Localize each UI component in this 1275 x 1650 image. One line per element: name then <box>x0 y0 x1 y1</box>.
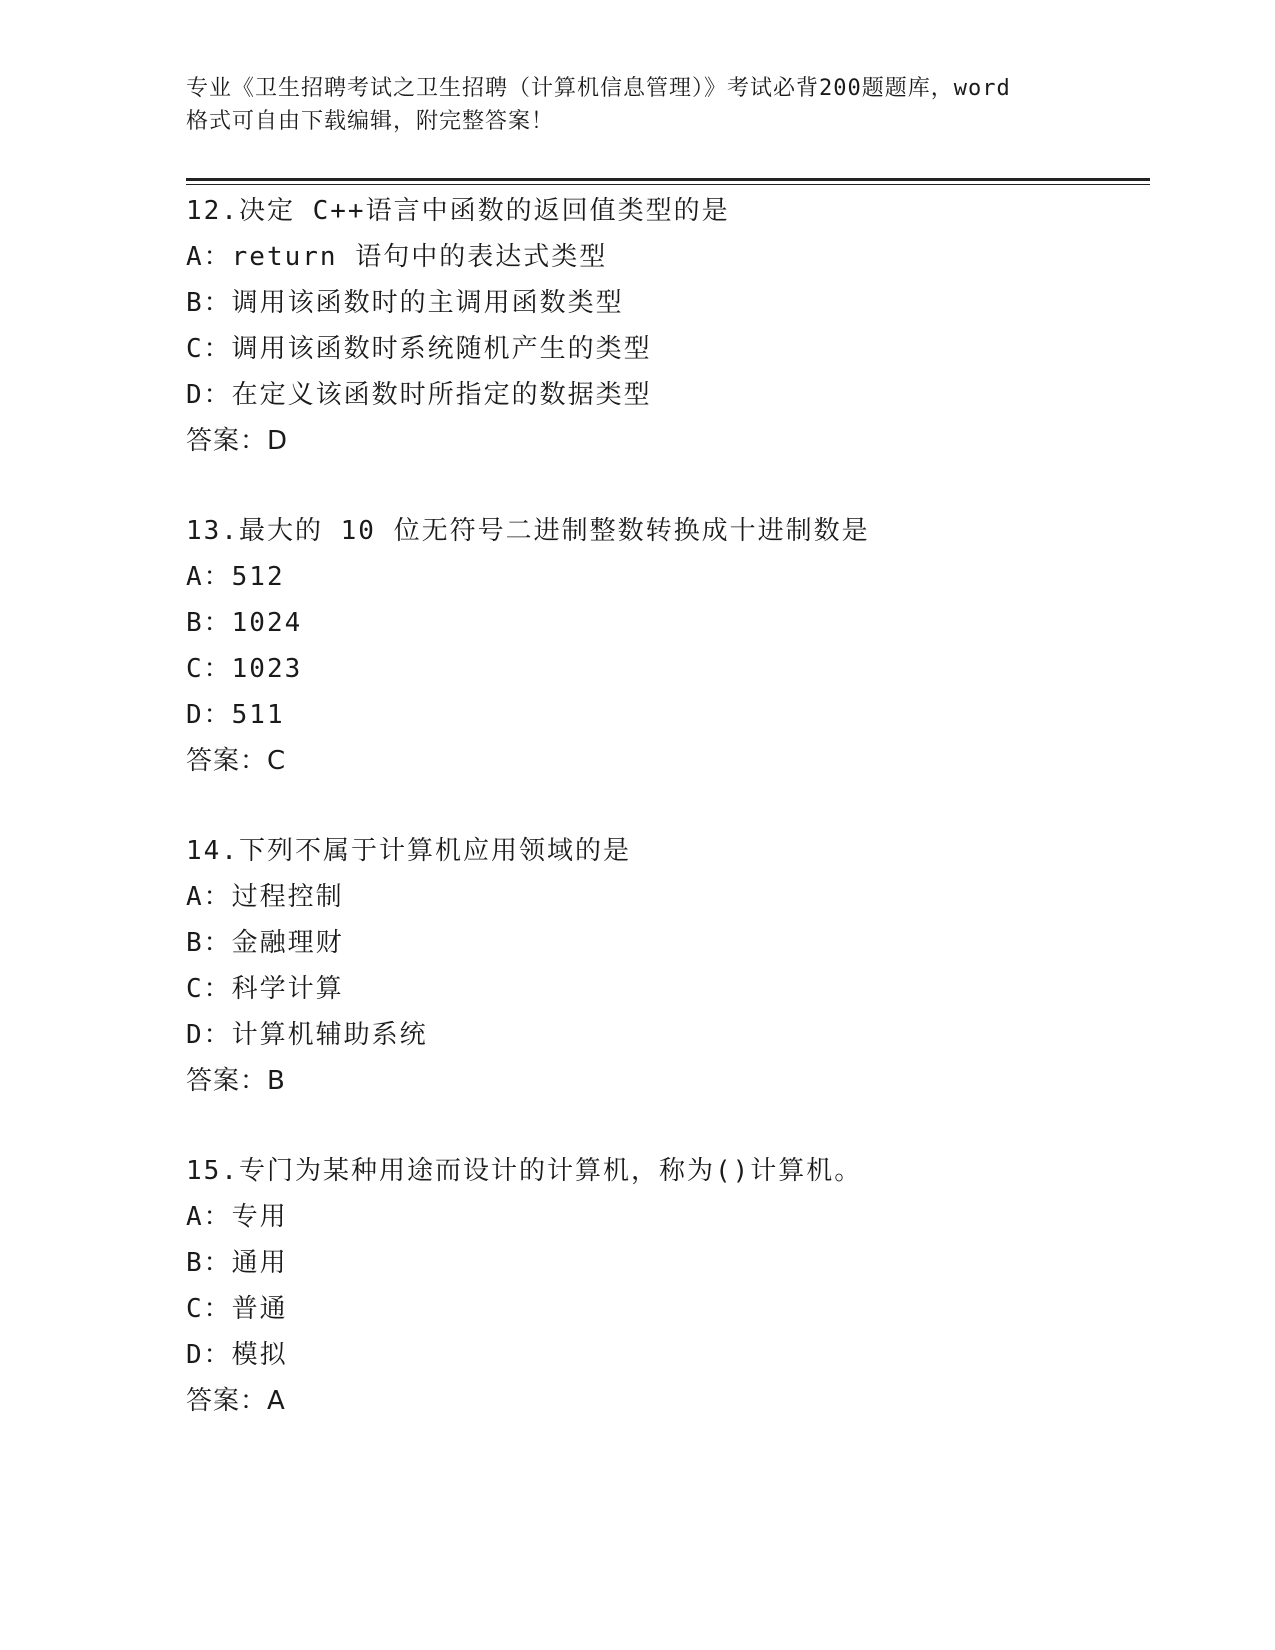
question-13 <box>186 508 1150 784</box>
answer-label: 答案：B <box>186 1066 286 1096</box>
question-gap <box>186 784 1150 828</box>
option-a: A：return 语句中的表达式类型 <box>186 242 608 272</box>
question-list <box>186 188 1150 1424</box>
header-rule-thick <box>186 178 1150 181</box>
document-header <box>186 72 1086 138</box>
header-line-1: 专业《卫生招聘考试之卫生招聘（计算机信息管理）》考试必背200题题库，word <box>186 76 1011 101</box>
answer-label: 答案：A <box>186 1386 286 1416</box>
answer-label: 答案：C <box>186 746 287 776</box>
option-a: A：512 <box>186 562 285 592</box>
option-c: C：调用该函数时系统随机产生的类型 <box>186 334 652 364</box>
question-15 <box>186 1148 1150 1424</box>
option-d: D：计算机辅助系统 <box>186 1020 428 1050</box>
option-b: B：1024 <box>186 608 303 638</box>
option-b: B：通用 <box>186 1248 288 1278</box>
question-stem: 13.最大的 10 位无符号二进制整数转换成十进制数是 <box>186 516 870 546</box>
question-stem: 14.下列不属于计算机应用领域的是 <box>186 836 631 866</box>
question-stem: 15.专门为某种用途而设计的计算机，称为()计算机。 <box>186 1156 863 1186</box>
option-a: A：专用 <box>186 1202 288 1232</box>
option-b: B：调用该函数时的主调用函数类型 <box>186 288 624 318</box>
option-a: A：过程控制 <box>186 882 344 912</box>
question-14 <box>186 828 1150 1104</box>
header-line-2: 格式可自由下载编辑，附完整答案！ <box>186 109 555 134</box>
question-12 <box>186 188 1150 464</box>
option-d: D：在定义该函数时所指定的数据类型 <box>186 380 652 410</box>
answer-label: 答案：D <box>186 426 289 456</box>
option-c: C：1023 <box>186 654 303 684</box>
question-gap <box>186 464 1150 508</box>
header-rule-thin <box>186 184 1150 185</box>
option-d: D：模拟 <box>186 1340 288 1370</box>
question-stem: 12.决定 C++语言中函数的返回值类型的是 <box>186 196 730 226</box>
option-b: B：金融理财 <box>186 928 344 958</box>
option-d: D：511 <box>186 700 285 730</box>
option-c: C：科学计算 <box>186 974 344 1004</box>
question-gap <box>186 1104 1150 1148</box>
option-c: C：普通 <box>186 1294 288 1324</box>
